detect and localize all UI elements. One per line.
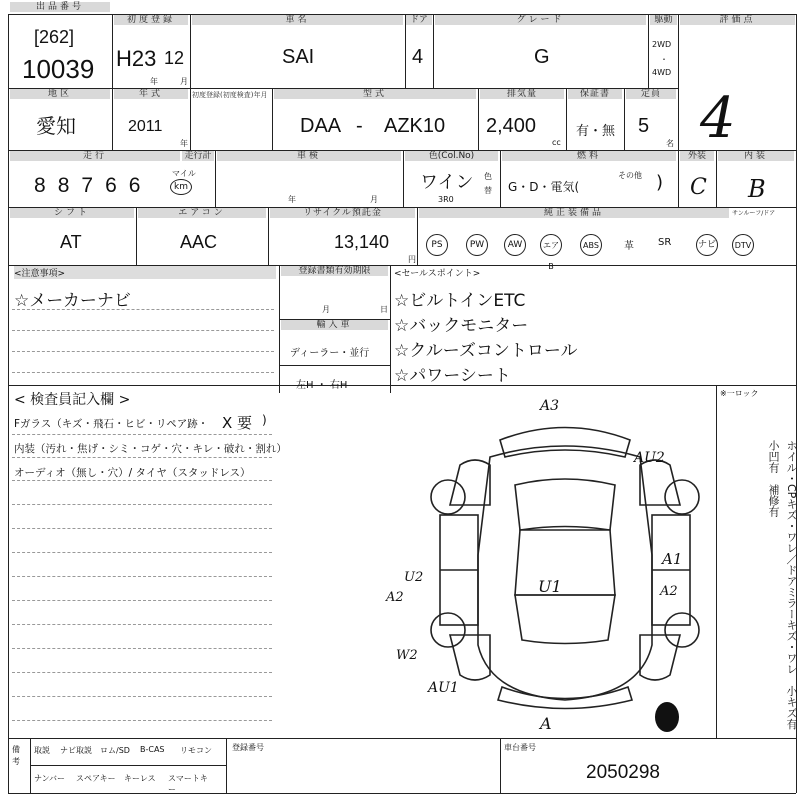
fuel-header: 燃料 [502,151,676,161]
displacement-header: 排気量 [480,89,564,99]
grid-line [417,207,418,265]
acquired-header: 輸入車 [281,320,388,330]
grid-line [624,88,625,150]
sales-point: ☆ビルトインETC [394,291,526,311]
grid-line [136,207,137,265]
year-unit: 年 [150,77,158,86]
rule-line [12,720,272,721]
model-year-unit: 年 [180,139,188,148]
footer-item: ロム/SD [100,746,130,755]
equip-ps: PS [426,234,448,256]
footer-item: 取説 [34,746,50,755]
footer-item: B-CAS [140,745,165,754]
front-bumper-outline [500,428,630,458]
mileage-digit: 6 [128,174,153,197]
damage-mark: W2 [396,648,418,663]
inspection-month-unit: 月 [370,195,378,204]
sales-points-header: <セールスポイント> [394,269,481,279]
grid-line [215,150,216,207]
rear-window-outline [515,595,615,644]
capacity-value: 5 [638,115,650,137]
rule-line [12,309,274,310]
grid-line [279,265,280,393]
capacity-header: 定員 [626,89,676,99]
drive-header: 駆動 [650,15,677,25]
model-header: 型式 [274,89,476,99]
caution-header: <注意事項> [14,266,276,279]
wheel-front-right [665,480,699,514]
handle-option: 左H ・ 右H [296,380,348,391]
body-outline [478,446,652,700]
sales-point: ☆パワーシート [394,366,511,386]
grid-line [405,14,406,88]
damage-mark: A2 [386,590,404,605]
damage-mark: A1 [662,550,683,568]
odometer-header: 走行計 [182,151,214,161]
footer-items-row1 [34,745,224,756]
chassis-number: 2050298 [586,762,660,783]
color-change: 色替 [484,172,492,195]
grid-line [716,385,717,738]
glass-close: ) [262,413,267,427]
equip-leather: 革 [624,241,634,252]
damage-mark: A [540,714,552,733]
grid-line [8,14,9,793]
unit-mile: マイル [172,169,196,178]
rule-line [12,330,274,331]
displacement-value: 2,400 [486,115,537,137]
damage-mark: AU1 [428,680,459,696]
grade-value: G [534,46,550,68]
inspection-header: 車検 [217,151,401,161]
lot-number: 10039 [22,54,95,84]
mileage-digit: 6 [105,174,129,197]
rule-line [12,576,272,577]
location-value: 愛知 [36,114,76,138]
car-name-header: 車名 [192,15,403,25]
yen-unit: 円 [408,255,416,264]
damage-mark: A3 [540,398,560,414]
audio-line: オーディオ（無し・穴）/ タイヤ（スタッドレス） [14,467,251,479]
wheel-rear-left [431,613,465,647]
rule-line [12,528,272,529]
footer-item: リモコン [180,746,212,755]
grid-line [500,738,501,793]
interior-line: 内装（汚れ・焦げ・シミ・コゲ・穴・キレ・破れ・割れ） [14,443,287,455]
rule-line [12,434,272,435]
damage-mark: A2 [660,584,678,599]
grid-line [716,150,717,207]
grid-line [30,765,226,766]
grid-line [279,365,390,366]
ac-value: AAC [180,232,218,252]
footer-item: キーレス [124,774,156,783]
grid-line [678,14,679,207]
color-number: 3R0 [438,195,454,204]
interior-grade: B [748,175,766,203]
model-dash: - [356,115,363,137]
model-prefix: DAA [300,115,342,137]
fuel-close: ) [656,172,664,193]
rule-line [12,552,272,553]
grid-line [648,14,649,88]
mileage-digit: 8 [57,174,82,197]
glass-line: Fガラス（キズ・飛石・ヒビ・リペア跡・ [14,418,209,430]
chassis-header: 車台番号 [504,743,536,752]
rule-line [12,600,272,601]
grid-line [8,738,796,739]
rule-line [12,480,272,481]
lot-code: [262] [34,27,75,47]
equipment-header: 純正装備品 [419,208,729,218]
rule-line [12,504,272,505]
spare-tire [655,702,679,732]
drive-4wd: 4WD [652,68,672,77]
grid-line [272,88,273,150]
rating-value: 4 [700,86,736,151]
grade-header: グレード [435,15,646,25]
first-reg-era-year: H23 [116,46,157,71]
unit-km: km [170,179,192,195]
damage-mark: U2 [404,570,424,585]
reg-expiry-header: 登録書類有効期限 [281,266,388,276]
glass-required-mark: X 要 [222,414,253,432]
rule-line [12,696,272,697]
rule-line [12,351,274,352]
rule-line [12,648,272,649]
cc-unit: cc [552,138,561,147]
grid-line [112,14,113,150]
mileage-digit: 7 [81,174,106,197]
ac-header: エアコン [138,208,266,218]
equip-aw: AW [504,234,526,256]
first-reg-sub-header: 初度登録(初度検査)年月 [192,91,268,99]
damage-mark: AU2 [634,450,665,466]
inspector-title: < 検査員記入欄 > [14,392,131,408]
doors-header: ドア [406,15,432,25]
color-value: ワイン [420,172,474,193]
grid-line [403,150,404,207]
location-header: 地区 [10,89,110,99]
model-code: AZK10 [384,115,446,137]
reg-day-unit: 日 [380,305,388,314]
footer-item: ナンバー [34,774,66,783]
warranty-header: 保証書 [568,89,622,99]
windshield-outline [515,479,615,530]
footer-items-row2 [34,773,224,795]
reg-month-unit: 月 [322,305,330,314]
grid-line [190,14,191,150]
equip-navi: ナビ [696,234,718,256]
doors-value: 4 [412,46,424,68]
sales-point: ☆バックモニター [394,316,529,336]
rule-line [12,672,272,673]
footer-remarks-label: 備考 [12,745,20,766]
reg-number-header: 登録番号 [232,743,264,752]
side-note-header: ※一ロック [720,389,759,398]
warranty-value: 有・無 [576,124,616,139]
recycle-value: 13,140 [334,232,390,252]
grid-line [433,14,434,88]
recycle-header: リサイクル預託金 [270,208,415,218]
wheel-front-left [431,480,465,514]
inspection-year-unit: 年 [288,195,296,204]
mileage-value [34,174,152,198]
lot-header: 出品番号 [10,2,110,12]
equip-sunroof: SR [658,237,672,248]
capacity-unit: 名 [666,139,674,148]
first-reg-month: 12 [164,48,185,68]
shift-header: シフト [10,208,134,218]
grid-line [268,207,269,265]
footer-item: スマートキー [168,774,208,794]
equip-airbag: エアB [540,234,562,256]
color-header: 色(Col.No) [405,151,498,161]
grid-line [566,88,567,150]
grid-line [226,738,227,793]
interior-header: 内装 [718,151,794,161]
fuel-options: G・D・電気( [508,180,580,194]
fuel-other-label: その他 [618,171,642,180]
model-year-value: 2011 [128,118,163,135]
model-year-header: 年式 [114,89,188,99]
first-reg-header: 初度登録 [114,15,188,25]
grid-line [500,150,501,207]
wheel-rear-right [665,613,699,647]
sales-point: ☆クルーズコントロール [394,341,578,361]
footer-item: スペアキー [76,774,116,783]
car-name: SAI [282,46,315,68]
mileage-header: 走行 [10,151,180,161]
equip-dtv: DTV [732,234,754,256]
rule-line [12,372,274,373]
roof-outline [515,530,615,595]
shift-value: AT [60,232,82,252]
rule-line [12,624,272,625]
drive-2wd: 2WD [652,40,672,49]
exterior-grade: C [690,175,707,200]
drive-dot: ・ [660,55,668,64]
damage-mark: U1 [538,577,562,596]
equip-abs: ABS [580,234,602,256]
rating-header: 評価点 [680,15,795,25]
equip-pw: PW [466,234,488,256]
right-rear-fender [640,635,680,680]
month-unit: 月 [180,77,188,86]
grid-line [478,88,479,150]
mileage-digit: 8 [34,174,58,197]
dealer-option: ディーラー・並行 [290,348,370,359]
left-rear-fender [450,635,490,680]
footer-item: ナビ取説 [60,746,92,755]
exterior-header: 外装 [680,151,714,161]
grid-line [390,265,391,393]
sunroof-header: サンルーフ/ドア [732,210,776,217]
rule-line [12,457,272,458]
caution-text: ☆メーカーナビ [14,291,131,311]
side-note: ホイル・CPキズ・ワレ／ドアミラーキズ・ワレ 小キズ有 小凹有 補修有 [767,440,798,741]
